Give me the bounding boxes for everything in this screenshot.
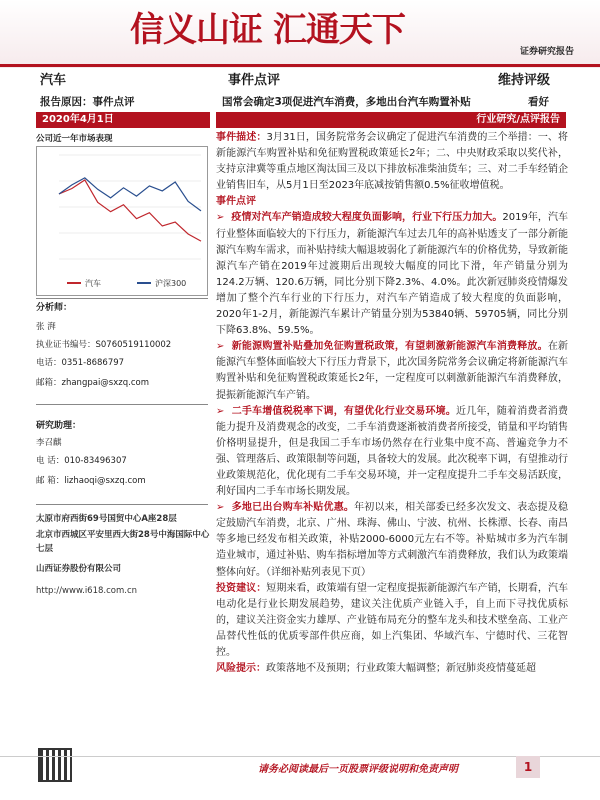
arrow-icon: ➢ <box>216 502 232 514</box>
website-link[interactable]: http://www.i618.com.cn <box>36 586 138 596</box>
legend-label-1: 沪深300 <box>155 279 187 288</box>
brand-logo: 信义山证 汇通天下 <box>130 10 405 50</box>
event-label: 事件描述： <box>216 132 267 143</box>
top-rule <box>0 64 600 67</box>
event-text: 3月31日，国务院常务会议确定了促进汽车消费的三个举措：一、将新能源汽车购置补贴和免征购置税政策延长2年；二、中央财政采取以奖代补，支持京津冀等重点地区淘汰国三及以下排放标准柴油货车；三、对二手车经销企业销售旧车，从5月1日至2023年底减按销售额0.5%征收增值税。 <box>216 132 569 192</box>
point-4-text: 年初以来，相关部委已经多次发文、表态提及稳定鼓励汽车消费，北京、广州、珠海、佛山、宁波、杭州、长株潭、长春、南昌等多地已经发布相关政策，补贴2000-6000元左右不等。补贴城市多为汽车制造业城市，通过补贴、购车指标增加等方式刺激汽车消费释放，我们认为政策端整体向好。（详细补贴列表见下页） <box>216 502 569 578</box>
analyst-title: 分析师： <box>36 303 73 313</box>
perf-chart <box>36 146 208 296</box>
perf-chart-svg <box>37 147 207 295</box>
invest-label: 投资建议： <box>216 582 267 594</box>
rating: 维持评级 <box>498 73 551 88</box>
brand-subtitle: 证券研究报告 <box>520 47 575 57</box>
point-4 <box>216 500 568 580</box>
point-1-text: 2019年，汽车行业整体面临较大的下行压力，新能源汽车过去几年的高补贴透支了一部分新能源汽车购车需求，而补贴持续大幅退坡弱化了新能源汽车的价格优势，导致新能源汽车产销在2019年过渡期后出现较大幅度的同比下滑，年产销量分别为124.2万辆、120.6万辆，同比分别下降2.3%、4.0%。此次新冠肺炎疫情爆发增加了整个汽车行业的下行压力，对汽车产销造成了较大程度的负面影响，2020年1-2月，新能源汽车累计产销量分别为53840辆、59705辆，同比分别下降63.8%、59.5%。 <box>216 212 569 337</box>
point-3-text: 近几年，随着消费者消费能力提升及消费观念的改变，二手车消费逐渐被消费者所接受，销量和平均销售价格明显提升，但是我国二手车市场仍然存在行业集中度不高、普遍竞争力不强、管理落后、政策限制等问题，具备较大的发展。此次税率下调，有望推动行业政策规范化，优化现有二手车交易环境，并一定程度提升二手车交易活跃度，利好国内二手车市场长期发展。 <box>216 405 569 498</box>
footer-rule <box>0 756 600 757</box>
footer-disclaimer: 请务必阅读最后一页股票评级说明和免责声明 <box>258 764 458 775</box>
legend-label-0: 汽车 <box>85 279 101 288</box>
event-paragraph <box>216 130 568 194</box>
point-2-title: 新能源购置补贴叠加免征购置税政策，有望刺激新能源汽车消费释放。 <box>231 341 548 353</box>
assistant-phone: 电 话：010-83496307 <box>36 456 127 466</box>
report-reason: 报告原因：事件点评 <box>40 96 135 108</box>
point-3 <box>216 404 568 501</box>
address-taiyuan: 太原市府西街69号国贸中心A座28层 <box>36 514 177 524</box>
perf-title: 公司近一年市场表现 <box>36 134 113 144</box>
header-band <box>0 0 600 68</box>
divider <box>36 504 208 505</box>
risk-label: 风险提示： <box>216 663 266 675</box>
analyst-name: 张 湃 <box>36 322 56 332</box>
divider <box>36 404 208 405</box>
assistant-title: 研究助理： <box>36 421 82 431</box>
address-beijing: 北京市西城区平安里西大街28号中海国际中心七层 <box>36 530 210 554</box>
analyst-email[interactable]: 邮箱：zhangpai@sxzq.com <box>36 378 149 388</box>
point-2-text: 在新能源汽车整体面临较大下行压力背景下，此次国务院常务会议确定将新能源汽车购置补贴和免征购置税政策延长2年，一定程度可以刺激新能源汽车消费释放，提振新能源汽车产销。 <box>216 341 569 401</box>
date-bar: 2020年4月1日 <box>36 112 210 128</box>
point-1-title: 疫情对汽车产销造成较大程度负面影响，行业下行压力加大。 <box>231 212 503 224</box>
headline: 国常会确定3项促进汽车消费，多地出台汽车购置补贴 <box>222 96 471 108</box>
arrow-icon: ➢ <box>216 405 232 417</box>
invest-paragraph <box>216 581 568 661</box>
industry-tag: 行业研究/点评报告 <box>216 112 566 128</box>
invest-text: 短期来看，政策端有望一定程度提振新能源汽车产销，长期看，汽车电动化是行业长期发展趋势，建议关注优质产业链入手，自上而下寻找优质标的，建议关注资金实力雄厚、产业链布局充分的整车龙头和技术壁垒高、工业产品替代性低的优质零部件供应商，如上汽集团、华域汽车、宁德时代、三花智控。 <box>216 582 569 658</box>
risk-text: 政策落地不及预期；行业政策大幅调整；新冠肺炎疫情蔓延超 <box>266 663 536 675</box>
company-name: 山西证券股份有限公司 <box>36 564 122 574</box>
main-body <box>216 130 568 677</box>
analyst-phone: 电话：0351-8686797 <box>36 358 125 368</box>
point-3-title: 二手车增值税税率下调，有望优化行业交易环境。 <box>231 405 457 417</box>
rating-view: 看好 <box>528 96 549 108</box>
assistant-email[interactable]: 邮 箱：lizhaoqi@sxzq.com <box>36 476 146 486</box>
page-number: 1 <box>516 756 540 778</box>
category: 汽车 <box>40 73 67 88</box>
qr-code-icon <box>38 748 72 782</box>
analyst-cert: 执业证书编号：S0760519110002 <box>36 340 172 350</box>
point-1 <box>216 210 568 339</box>
assistant-name: 李召麒 <box>36 438 62 448</box>
risk-paragraph <box>216 661 568 677</box>
report-type: 事件点评 <box>228 73 281 88</box>
point-4-title: 多地已出台购车补贴优惠。 <box>231 502 355 514</box>
divider <box>36 298 208 299</box>
point-2 <box>216 339 568 403</box>
comment-label: 事件点评 <box>216 196 256 208</box>
arrow-icon: ➢ <box>216 341 232 353</box>
arrow-icon: ➢ <box>216 212 232 224</box>
